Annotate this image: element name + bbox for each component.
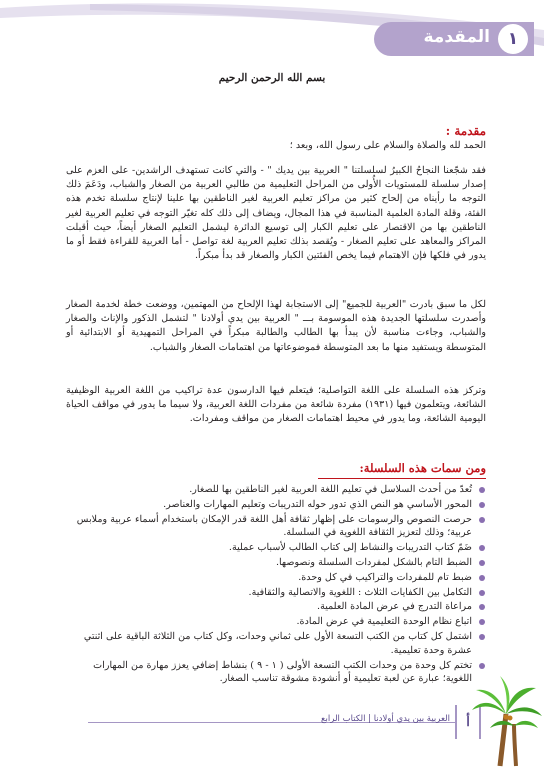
list-item [66, 556, 486, 570]
page-number: أ [455, 705, 481, 739]
list-item-text: الضبط التام بالشكل لمفردات السلسلة ونصوصها. [275, 556, 472, 568]
features-list [66, 483, 486, 687]
list-item-text: حرصت النصوص والرسومات على إظهار ثقافة أهل اللغة قدر الإمكان باستخدام أسماء عربية وملابس عربية؛ وذلك لتعزيز الثقافة اللغوية في السلسلة. [76, 513, 472, 539]
list-item [66, 600, 486, 614]
list-item-text: اتباع نظام الوحدة التعليمية في عرض المادة. [296, 616, 472, 628]
intro-greeting: الحمد لله والصلاة والسلام على رسول الله، وبعد ؛ [289, 140, 486, 151]
list-item-text: تُعدّ من أحدث السلاسل في تعليم اللغة العربية لغير الناطقين بها للصغار. [189, 484, 472, 495]
paragraph-2: لكل ما سبق بادرت "العربية للجميع" إلى الاستجابة لهذا الإلحاح من المهتمين، ووضعت خطة لخدمة الصغار وأصدرت سلسلتها الجديدة هذه الموسومة بـــ " العربية بين يدي أولادنا " لتشمل الذكور والإناث والصغار والشباب، وجاءت مناسبة لأن يبدأ بها الطالب والطالبة مبكراً في المراحل التمهيدية أو الابتدائية أو المتوسطة ويستفيد منها ما بعد المتوسطة فموضوعاتها من اهتمامات الصغار والشباب. [66, 299, 486, 353]
list-item [66, 571, 486, 585]
list-item [66, 498, 486, 512]
features-heading-underline [318, 478, 486, 479]
bullet-icon [479, 604, 485, 610]
bullet-icon [479, 619, 485, 625]
bullet-icon [479, 634, 485, 640]
list-item [66, 615, 486, 629]
list-item-text: المحور الأساسي هو النص الذي تدور حوله التدريبات وتعليم المهارات والعناصر. [163, 498, 472, 510]
footer-book-number: الكتاب الرابع [321, 714, 366, 724]
footer-separator: | [368, 714, 372, 724]
list-item-text: ضبط تام للمفردات والتراكيب في كل وحدة. [298, 571, 472, 583]
chapter-banner [374, 22, 534, 56]
footer-book-info [260, 714, 450, 724]
palm-tree-icon [470, 670, 544, 768]
footer-book-title: العربية بين يدي أولادنا [373, 714, 450, 724]
bullet-icon [479, 590, 485, 596]
list-item-text: تختم كل وحدة من وحدات الكتب التسعة الأولى ( ١ - ٩ ) بنشاط إضافي يعزز مهارة من المهارات اللغوية؛ عبارة عن لعبة تعليمية أو أنشودة مشوقة تناسب الصغار. [93, 659, 472, 685]
bullet-icon [479, 517, 485, 523]
bullet-icon [479, 663, 485, 669]
features-heading: ومن سمات هذه السلسلة: [359, 461, 486, 475]
basmala: بسم الله الرحمن الرحيم [218, 72, 326, 84]
paragraph-1: فقد شجّعنا النجاحُ الكبيرُ لسلسلتنا " العربية بين يديك " - والتي كانت تستهدف الراشدين- على العزم على إصدار سلسلة للمستويات الأُولى من المراحل التعليمية من طالبي العربية من الصغار والشباب، ودَعَمَ ذلك التوجه ما رأيناه من إلحاح كثير من مراكز تعليم العربية لغير الناطقين بها علينا لإنتاج سلسلة تخدم هذه الفئة، وقلة المادة العلمية المناسبة في هذا المجال، ويضاف إلى ذلك كله تغيّر التوجه في تعليم العربية لغير الناطقين بها من الاقتصار على تعليم الكبار إلى توسيع الدائرة ليشمل التعليم الصغار أيضاً، حيث أقبلت المراكز والمعاهد على تعليم الصغار - ويُقصد بذلك تعليم العربية لغة تواصل - أما العربية للقراءة فقط أو ما يدور في فلكها فإن الاهتمام فيما يخص الفئتين الكبار والصغار قد بدأ مبكراً. [66, 165, 486, 262]
list-item-text: مراعاة التدرج في عرض المادة العلمية. [317, 601, 472, 613]
list-item [66, 586, 486, 600]
intro-heading: مقدمة : [445, 124, 486, 138]
bullet-icon [479, 487, 485, 493]
list-item-text: التكامل بين الكفايات الثلاث : اللغوية والاتصالية والثقافية. [248, 586, 472, 598]
list-item-text: اشتمل كل كتاب من الكتب التسعة الأول على ثماني وحدات، وكل كتاب من الثلاثة الباقية على اثنتي عشرة وحدة تعليمية. [83, 630, 472, 656]
bullet-icon [479, 502, 485, 508]
bullet-icon [479, 575, 485, 581]
chapter-title: المقدمة [423, 27, 490, 47]
bullet-icon [479, 545, 485, 551]
bullet-icon [479, 560, 485, 566]
list-item [66, 659, 486, 687]
chapter-number-badge: ١ [498, 24, 528, 54]
list-item [66, 630, 486, 658]
paragraph-3: وتركز هذه السلسلة على اللغة التواصلية؛ فيتعلم فيها الدارسون عدة تراكيب من اللغة العربية الوظيفية الشائعة، ويتعلمون فيها (١٩٣١) مفردة شائعة من مفردات اللغة العربية، ولا سيما ما يدور في مواقف الحياة اليومية الشائعة، وما يدور في محيط اهتمامات الصغار من مواقف ومفردات. [66, 385, 486, 425]
list-item [66, 541, 486, 555]
list-item [66, 513, 486, 541]
list-item-text: ضَمّ كتاب التدريبات والنشاط إلى كتاب الطالب لأسباب عملية. [228, 542, 472, 554]
list-item [66, 483, 486, 497]
